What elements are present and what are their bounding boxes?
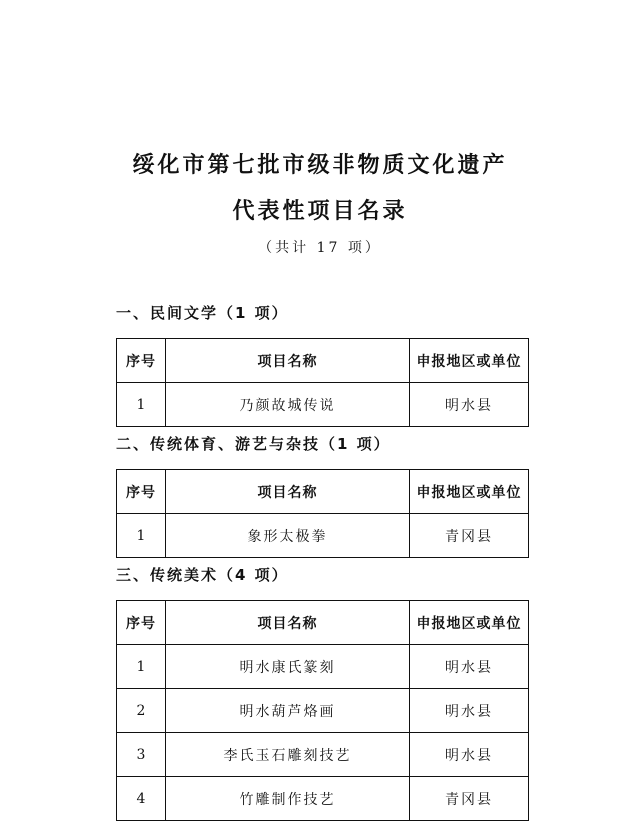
- table-row: [117, 645, 529, 689]
- row-unit: 青冈县: [410, 514, 529, 558]
- header-project-name: 项目名称: [166, 339, 410, 383]
- table-row: [117, 383, 529, 427]
- row-unit: 青冈县: [410, 777, 529, 821]
- row-project-name: 李氏玉石雕刻技艺: [166, 733, 410, 777]
- header-project-name: 项目名称: [166, 470, 410, 514]
- header-index: 序号: [117, 470, 166, 514]
- header-index: 序号: [117, 339, 166, 383]
- document-subtitle: （共计 17 项）: [258, 240, 382, 256]
- header-unit: 申报地区或单位: [410, 601, 529, 645]
- table-header-row: [117, 339, 529, 383]
- table-row: [117, 514, 529, 558]
- row-index: 1: [117, 383, 166, 427]
- row-index: 1: [117, 645, 166, 689]
- table-row: [117, 689, 529, 733]
- table-traditional-sports: [116, 469, 529, 558]
- table-traditional-art: [116, 600, 529, 821]
- row-unit: 明水县: [410, 733, 529, 777]
- header-project-name: 项目名称: [166, 601, 410, 645]
- row-index: 1: [117, 514, 166, 558]
- table-header-row: [117, 601, 529, 645]
- document-title-line-1: 绥化市第七批市级非物质文化遗产: [132, 153, 508, 178]
- row-unit: 明水县: [410, 689, 529, 733]
- row-index: 3: [117, 733, 166, 777]
- row-project-name: 竹雕制作技艺: [166, 777, 410, 821]
- header-unit: 申报地区或单位: [410, 339, 529, 383]
- row-project-name: 象形太极拳: [166, 514, 410, 558]
- row-index: 4: [117, 777, 166, 821]
- section-title-traditional-sports: 二、传统体育、游艺与杂技（1 项）: [116, 435, 391, 453]
- header-index: 序号: [117, 601, 166, 645]
- table-row: [117, 777, 529, 821]
- table-header-row: [117, 470, 529, 514]
- table-row: [117, 733, 529, 777]
- row-unit: 明水县: [410, 383, 529, 427]
- row-unit: 明水县: [410, 645, 529, 689]
- row-project-name: 乃颜故城传说: [166, 383, 410, 427]
- document-title-line-2: 代表性项目名录: [232, 199, 408, 224]
- row-project-name: 明水康氏篆刻: [166, 645, 410, 689]
- table-folk-literature: [116, 338, 529, 427]
- section-title-folk-literature: 一、民间文学（1 项）: [116, 304, 289, 322]
- row-index: 2: [117, 689, 166, 733]
- header-unit: 申报地区或单位: [410, 470, 529, 514]
- row-project-name: 明水葫芦烙画: [166, 689, 410, 733]
- section-title-traditional-art: 三、传统美术（4 项）: [116, 566, 289, 584]
